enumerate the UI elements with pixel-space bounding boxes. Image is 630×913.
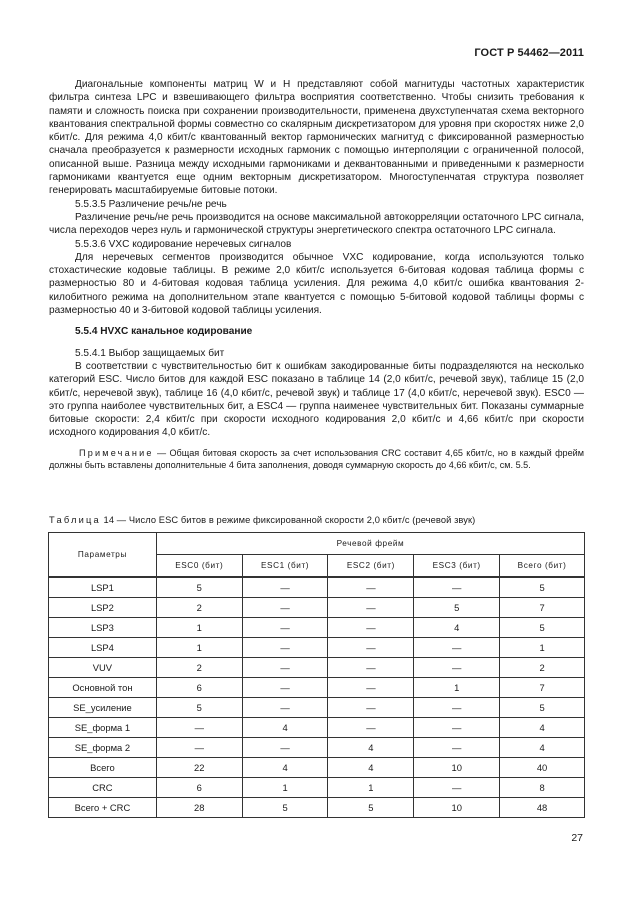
- table-cell: 6: [156, 678, 242, 698]
- table-cell: —: [328, 598, 414, 618]
- section-heading-554: 5.5.4 HVXC канальное кодирование: [75, 326, 253, 338]
- subsection-heading-5536: 5.5.3.6 VXC кодирование неречевых сигналов: [75, 238, 292, 250]
- table-cell: 48: [500, 798, 585, 818]
- table-cell: 4: [328, 738, 414, 758]
- body-text: [49, 78, 584, 472]
- table-cell: 4: [500, 738, 585, 758]
- table-row: [49, 618, 585, 638]
- table-cell: 5: [156, 698, 242, 718]
- table-header-total: Всего (бит): [500, 555, 585, 578]
- table-cell: 4: [242, 718, 328, 738]
- table-cell: —: [328, 638, 414, 658]
- table-cell: 1: [500, 638, 585, 658]
- table-row: [49, 698, 585, 718]
- table-cell: 5: [500, 698, 585, 718]
- table-cell: —: [242, 618, 328, 638]
- table-cell: —: [328, 658, 414, 678]
- table-header-esc1: ESC1 (бит): [242, 555, 328, 578]
- table-header-group: Речевой фрейм: [156, 533, 584, 555]
- table-cell: 22: [156, 758, 242, 778]
- table-row: [49, 778, 585, 798]
- row-label: Всего + CRC: [49, 798, 157, 818]
- table-cell: 4: [500, 718, 585, 738]
- table-cell: —: [328, 698, 414, 718]
- table-cell: —: [414, 658, 500, 678]
- table-cell: —: [414, 698, 500, 718]
- table-cell: 5: [500, 577, 585, 598]
- row-label: LSP3: [49, 618, 157, 638]
- row-label: LSP1: [49, 577, 157, 598]
- table-row: [49, 678, 585, 698]
- table-row: [49, 738, 585, 758]
- table-header-params: Параметры: [49, 533, 157, 578]
- table-cell: 5: [414, 598, 500, 618]
- table-cell: —: [242, 738, 328, 758]
- subsection-heading-5541: 5.5.4.1 Выбор защищаемых бит: [75, 347, 225, 359]
- esc-bits-table: [48, 532, 585, 818]
- table-cell: 10: [414, 798, 500, 818]
- note-text: — Общая битовая скорость за счет использования CRC составит 4,65 кбит/с, но в каждый фрейм должны быть вставлены дополнительные 4 бита заполнения, доводя суммарную скорость до 4,66 кбит/с, см. 5.5.: [49, 447, 584, 471]
- table-body: [49, 577, 585, 818]
- table-cell: 7: [500, 598, 585, 618]
- table-cell: 8: [500, 778, 585, 798]
- table-header-esc2: ESC2 (бит): [328, 555, 414, 578]
- table-cell: —: [328, 577, 414, 598]
- table-cell: —: [414, 718, 500, 738]
- table-header-esc3: ESC3 (бит): [414, 555, 500, 578]
- table-cell: 4: [414, 618, 500, 638]
- row-label: LSP4: [49, 638, 157, 658]
- table-cell: 5: [500, 618, 585, 638]
- table-cell: 2: [156, 658, 242, 678]
- table-cell: 2: [500, 658, 585, 678]
- table-row: [49, 718, 585, 738]
- table-cell: —: [414, 577, 500, 598]
- row-label: LSP2: [49, 598, 157, 618]
- table-header-esc0: ESC0 (бит): [156, 555, 242, 578]
- table-row: [49, 598, 585, 618]
- table-cell: 6: [156, 778, 242, 798]
- subsection-heading-5535: 5.5.3.5 Различение речь/не речь: [75, 198, 227, 210]
- table-cell: 5: [328, 798, 414, 818]
- table-cell: —: [242, 598, 328, 618]
- table-cell: —: [328, 718, 414, 738]
- row-label: CRC: [49, 778, 157, 798]
- note-label: Примечание: [79, 447, 154, 458]
- table-cell: 7: [500, 678, 585, 698]
- table-cell: —: [242, 698, 328, 718]
- table-cell: 1: [156, 638, 242, 658]
- row-label: Всего: [49, 758, 157, 778]
- table-cell: —: [414, 638, 500, 658]
- table-cell: 1: [328, 778, 414, 798]
- table-cell: 28: [156, 798, 242, 818]
- table-cell: 10: [414, 758, 500, 778]
- table-cell: 40: [500, 758, 585, 778]
- row-label: SE_форма 2: [49, 738, 157, 758]
- table-cell: 5: [242, 798, 328, 818]
- row-label: SE_усиление: [49, 698, 157, 718]
- page-number: 27: [571, 832, 583, 844]
- table-row: [49, 577, 585, 598]
- table-cell: —: [242, 638, 328, 658]
- table-caption-text: 14 — Число ESC битов в режиме фиксированной скорости 2,0 кбит/с (речевой звук): [103, 515, 476, 525]
- paragraph-vxc: Для неречевых сегментов производится обычное VXC кодирование, когда используются только стохастические кодовые таблицы. В режиме 2,0 кбит/с используется 6-битовая кодовая таблица формы с размерностью 80 и 4-битовая кодовая таблица усиления. Для режима 4,0 кбит/с ошибка квантования 2-килобитного режима на дополнительном этапе квантуется с помощью 5-битовой кодовой таблицы формы с размерностью 40 и 3-битовой кодовой таблицы усиления.: [49, 251, 584, 317]
- table-row: [49, 758, 585, 778]
- table-cell: 1: [414, 678, 500, 698]
- row-label: Основной тон: [49, 678, 157, 698]
- row-label: VUV: [49, 658, 157, 678]
- standard-code: ГОСТ Р 54462—2011: [474, 47, 584, 59]
- table-cell: —: [242, 658, 328, 678]
- table-caption-label: Таблица: [49, 515, 101, 525]
- table-cell: —: [328, 618, 414, 638]
- paragraph-matrices: Диагональные компоненты матриц W и H представляют собой магнитуды частотных характеристик фильтра синтеза LPC и взвешивающего фильтра восприятия соответственно. Чтобы снизить требования к памяти и сложность поиска при сохранении производительности, применена двухступенчатая схема векторного квантования спектральной формы совместно со скалярным дискретизатором для уровня при скоростях ниже 2,0 кбит/с. Для режима 4,0 кбит/с квантованный вектор гармонических магнитуд с фиксированной размерностью сначала преобразуется к размерности исходных гармоник с помощью интерполяции с ограниченной полосой, описанной выше. Разница между исходными гармониками и деквантованными и приведенными к размерности гармониками квантуется еще одним векторным дискретизатором. Многоступенчатая структура позволяет генерировать масштабируемые битовые потоки.: [49, 79, 584, 197]
- table-cell: —: [414, 778, 500, 798]
- table-cell: —: [328, 678, 414, 698]
- table-row: [49, 658, 585, 678]
- table-cell: —: [414, 738, 500, 758]
- table-cell: 2: [156, 598, 242, 618]
- table-cell: 1: [156, 618, 242, 638]
- paragraph-speech-detection: Различение речь/не речь производится на основе максимальной автокорреляции остаточного LPC сигнала, числа переходов через нуль и гармонической структуры энергетического спектра остаточного LPC сигнала.: [49, 211, 584, 237]
- table-row: [49, 798, 585, 818]
- table-cell: 1: [242, 778, 328, 798]
- row-label: SE_форма 1: [49, 718, 157, 738]
- table-cell: —: [156, 738, 242, 758]
- table-cell: —: [242, 577, 328, 598]
- table-cell: 4: [328, 758, 414, 778]
- table-row: [49, 638, 585, 658]
- table-cell: 5: [156, 577, 242, 598]
- table-cell: —: [156, 718, 242, 738]
- table-caption: [49, 515, 475, 525]
- note: [49, 447, 584, 472]
- table-cell: 4: [242, 758, 328, 778]
- table-cell: —: [242, 678, 328, 698]
- paragraph-esc: В соответствии с чувствительностью бит к ошибкам закодированные биты подразделяются на несколько категорий ESC. Число битов для каждой ESC показано в таблице 14 (2,0 кбит/с, речевой звук), таблице 15 (2,0 кбит/с, неречевой звук), таблице 16 (4,0 кбит/с, речевой звук) и таблице 17 (4,0 кбит/с, неречевой звук). ESC0 — это группа наиболее чувствительных бит, а ESC4 — группа наименее чувствительных бит. Показаны суммарные битовые скорости: 2,4 кбит/с при скорости исходного кодирования 2,0 кбит/с и 4,66 кбит/с при скорости исходного кодирования 4,0 кбит/с.: [49, 360, 584, 439]
